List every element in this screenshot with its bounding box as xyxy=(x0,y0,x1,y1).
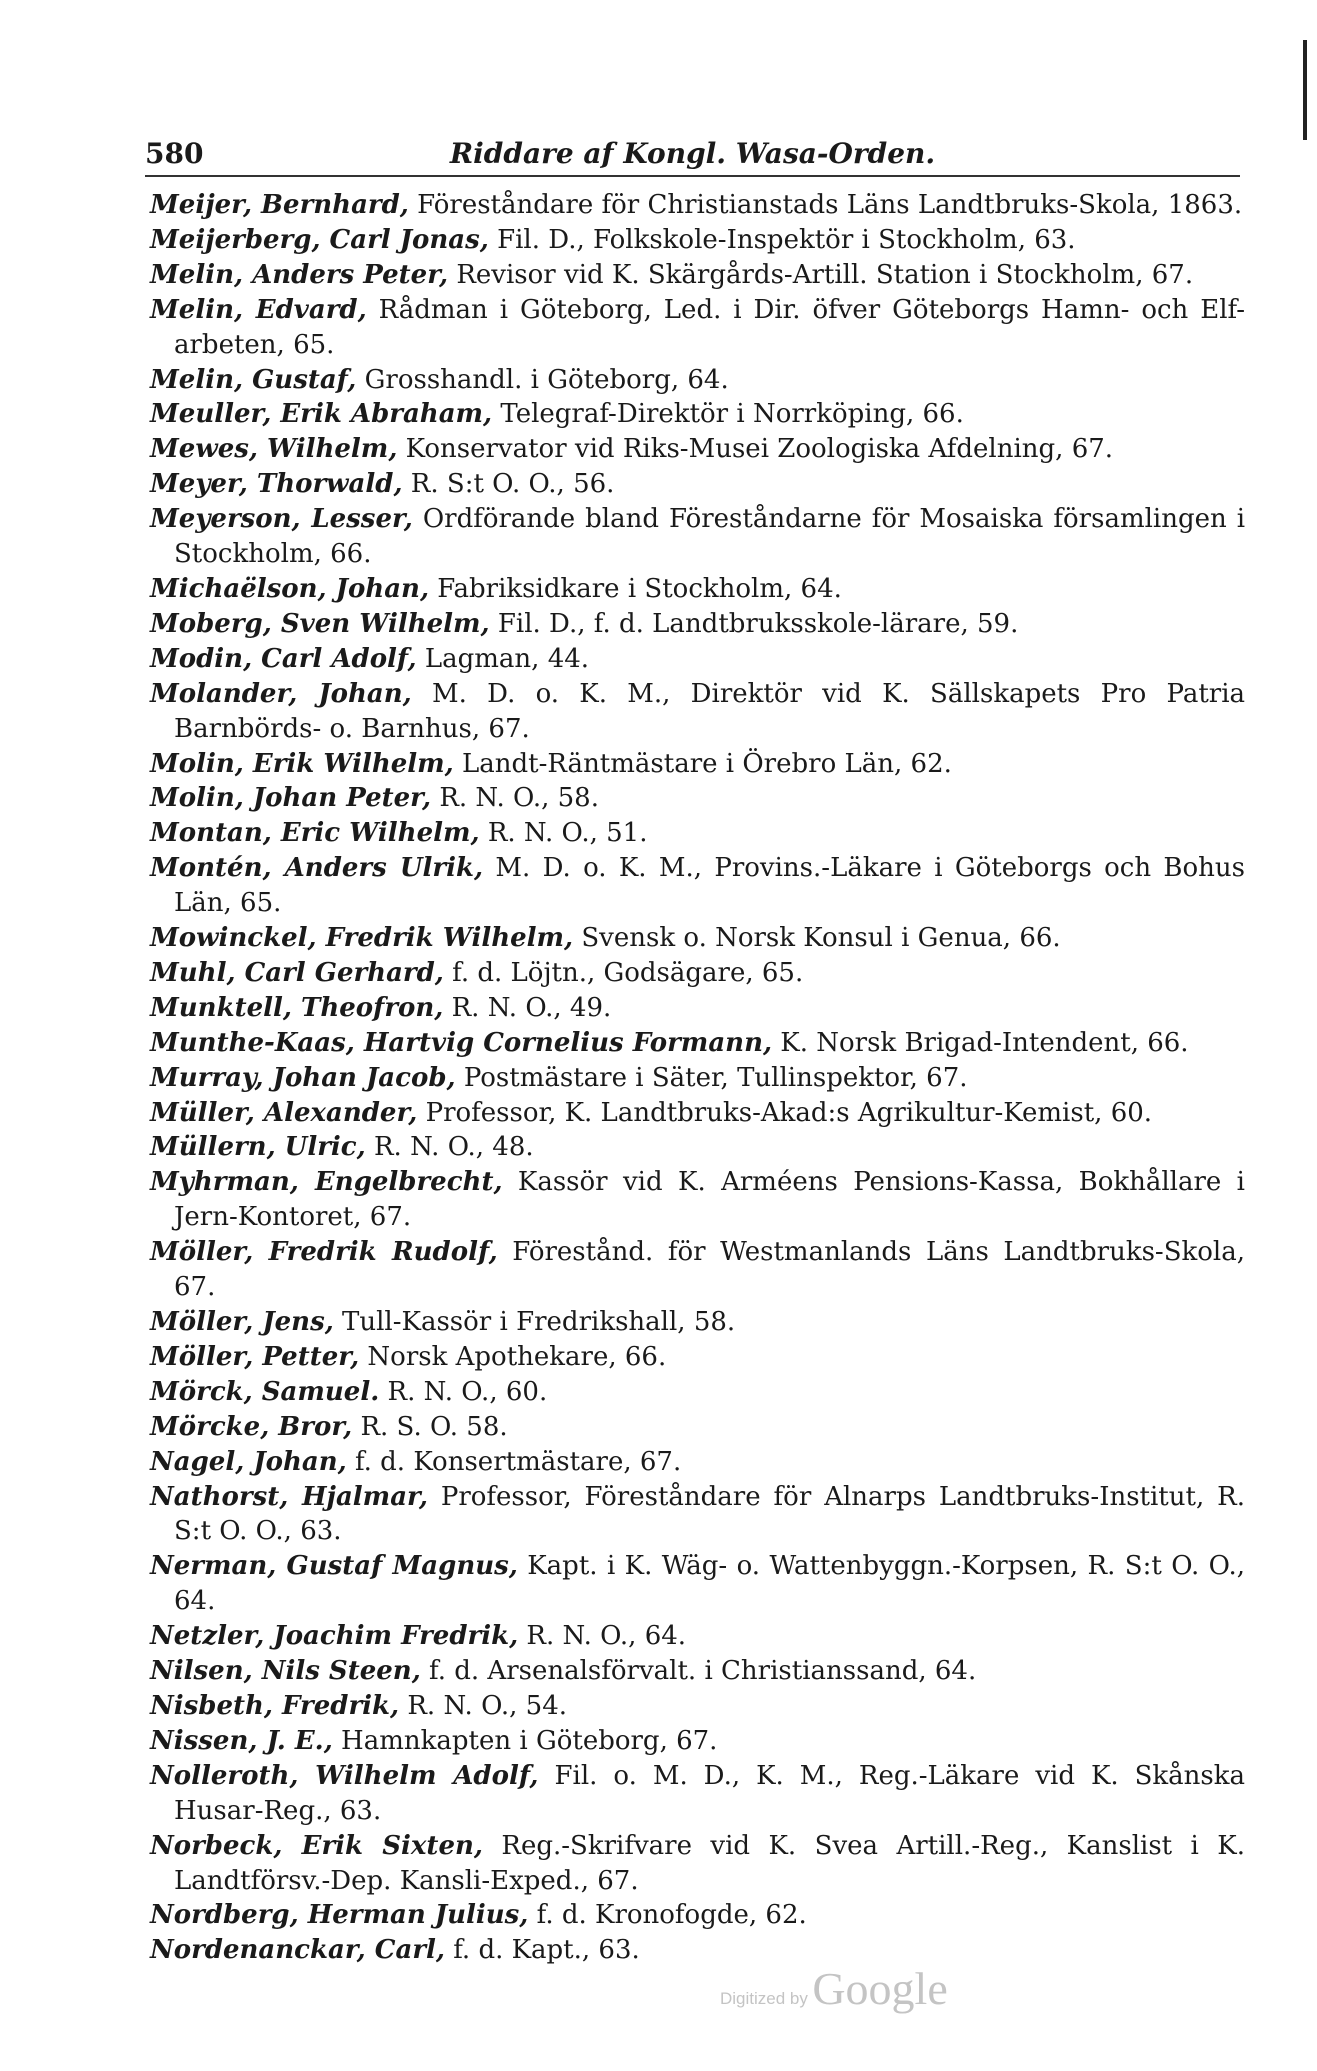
entry-text: Fil. o. M. D., K. M., Reg.-Läkare vid K. Skånska Husar-Reg., 63. xyxy=(174,1760,1246,1826)
entry-text: f. d. Konsertmästare, 67. xyxy=(354,1446,682,1477)
entry-name: Nordberg, Herman Julius, xyxy=(150,1900,529,1931)
page-number: 580 xyxy=(145,137,204,170)
register-entry xyxy=(150,1130,1245,1165)
entry-name: Nolleroth, Wilhelm Adolf, xyxy=(150,1760,539,1791)
entry-name: Nordenanckar, Carl, xyxy=(150,1935,445,1966)
entry-text: f. d. Kapt., 63. xyxy=(453,1935,640,1966)
entry-text: K. Norsk Brigad-Intendent, 66. xyxy=(780,1027,1189,1058)
watermark-prefix: Digitized by xyxy=(720,1989,808,2008)
entry-text: Postmästare i Säter, Tullinspektor, 67. xyxy=(463,1062,968,1093)
entry-text: R. S:t O. O., 56. xyxy=(410,469,615,500)
entry-text: f. d. Arsenalsförvalt. i Christianssand, 64. xyxy=(429,1656,977,1687)
register-entry xyxy=(150,1340,1245,1375)
entry-name: Montén, Anders Ulrik, xyxy=(150,853,484,884)
entry-text: M. D. o. K. M., Provins.-Läkare i Göteborgs och Bohus Län, 65. xyxy=(174,853,1246,919)
register-entry xyxy=(150,502,1245,572)
register-entry xyxy=(150,991,1245,1026)
entry-text: Hamnkapten i Göteborg, 67. xyxy=(341,1725,718,1756)
register-entry xyxy=(150,1235,1245,1305)
entry-text: R. N. O., 48. xyxy=(373,1132,534,1163)
register-entry xyxy=(150,572,1245,607)
register-entry xyxy=(150,1689,1245,1724)
entry-name: Nathorst, Hjalmar, xyxy=(150,1481,428,1512)
entry-name: Modin, Carl Adolf, xyxy=(150,643,417,674)
entry-text: Reg.-Skrifvare vid K. Svea Artill.-Reg., Kanslist i K. Landtförsv.-Dep. Kansli-Exped., 67. xyxy=(174,1830,1245,1896)
entry-name: Mewes, Wilhelm, xyxy=(150,434,398,465)
watermark-brand: Google xyxy=(812,1963,948,2014)
entry-text: f. d. Löjtn., Godsägare, 65. xyxy=(452,957,804,988)
entry-text: Rådman i Göteborg, Led. i Dir. öfver Göteborgs Hamn- och Elf-arbeten, 65. xyxy=(174,294,1246,360)
entry-text: Norsk Apothekare, 66. xyxy=(367,1341,667,1372)
entry-name: Nisbeth, Fredrik, xyxy=(150,1690,400,1721)
register-entry xyxy=(150,1933,1245,1968)
entry-text: Landt-Räntmästare i Örebro Län, 62. xyxy=(462,748,952,779)
entry-name: Murray, Johan Jacob, xyxy=(150,1062,456,1093)
register-entry xyxy=(150,1759,1245,1829)
digitized-by-google-watermark xyxy=(720,1962,948,2015)
register-entry xyxy=(150,607,1245,642)
register-entry xyxy=(150,1898,1245,1933)
entry-name: Mörcke, Bror, xyxy=(150,1411,353,1442)
entry-name: Meijerberg, Carl Jonas, xyxy=(150,224,489,255)
register-entry xyxy=(150,1549,1245,1619)
entry-name: Nagel, Johan, xyxy=(150,1446,347,1477)
register-entry xyxy=(150,1375,1245,1410)
entry-text: M. D. o. K. M., Direktör vid K. Sällskapets Pro Patria Barnbörds- o. Barnhus, 67. xyxy=(174,678,1246,744)
entry-name: Meyer, Thorwald, xyxy=(150,469,403,500)
entry-text: R. N. O., 51. xyxy=(487,818,648,849)
entry-name: Munthe-Kaas, Hartvig Cornelius Formann, xyxy=(150,1027,773,1058)
register-entry xyxy=(150,1305,1245,1340)
entry-name: Nilsen, Nils Steen, xyxy=(150,1656,421,1687)
entry-text: Telegraf-Direktör i Norrköping, 66. xyxy=(500,399,964,430)
entry-text: Föreståndare för Christianstads Läns Landtbruks-Skola, 1863. xyxy=(417,190,1243,220)
register-entry xyxy=(150,1061,1245,1096)
entry-name: Molander, Johan, xyxy=(150,678,412,709)
entry-text: Konservator vid Riks-Musei Zoologiska Afdelning, 67. xyxy=(405,434,1114,465)
entry-text: Svensk o. Norsk Konsul i Genua, 66. xyxy=(581,923,1061,954)
entry-name: Myhrman, Engelbrecht, xyxy=(150,1167,503,1198)
entry-name: Nerman, Gustaf Magnus, xyxy=(150,1551,518,1582)
entry-text: Revisor vid K. Skärgårds-Artill. Station i Stockholm, 67. xyxy=(456,259,1194,290)
entry-text: R. N. O., 54. xyxy=(407,1690,568,1721)
entry-name: Michaëlson, Johan, xyxy=(150,573,429,604)
register-entry xyxy=(150,1480,1245,1550)
entry-name: Melin, Gustaf, xyxy=(150,364,357,395)
entry-text: Förestånd. för Westmanlands Läns Landtbruks-Skola, 67. xyxy=(174,1237,1246,1303)
register-entry xyxy=(150,363,1245,398)
page-edge-mark xyxy=(1303,40,1307,140)
entry-name: Mörck, Samuel. xyxy=(150,1376,380,1407)
register-entry xyxy=(150,1165,1245,1235)
entry-name: Meijer, Bernhard, xyxy=(150,190,409,220)
register-entry xyxy=(150,851,1245,921)
entry-text: R. S. O. 58. xyxy=(360,1411,508,1442)
entry-name: Molin, Erik Wilhelm, xyxy=(150,748,454,779)
entry-text: R. N. O., 60. xyxy=(387,1376,548,1407)
register-entry xyxy=(150,293,1245,363)
register-entry xyxy=(150,467,1245,502)
entry-name: Netzler, Joachim Fredrik, xyxy=(150,1621,519,1652)
entry-text: Professor, K. Landtbruks-Akad:s Agrikultur-Kemist, 60. xyxy=(425,1097,1153,1128)
entry-name: Melin, Edvard, xyxy=(150,294,367,325)
register-entry xyxy=(150,1026,1245,1061)
entry-text: f. d. Kronofogde, 62. xyxy=(536,1900,807,1931)
register-entry xyxy=(150,1445,1245,1480)
entry-text: R. N. O., 58. xyxy=(439,783,599,814)
entry-text: Lagman, 44. xyxy=(424,643,590,674)
entry-text: Kassör vid K. Arméens Pensions-Kassa, Bokhållare i Jern-Kontoret, 67. xyxy=(174,1167,1245,1233)
entry-text: Ordförande bland Föreståndarne för Mosaiska församlingen i Stockholm, 66. xyxy=(174,504,1246,570)
register-entry xyxy=(150,1829,1245,1899)
page-header xyxy=(145,131,1240,177)
entry-name: Nissen, J. E., xyxy=(150,1725,333,1756)
entry-name: Moberg, Sven Wilhelm, xyxy=(150,608,490,639)
entry-name: Montan, Eric Wilhelm, xyxy=(150,818,480,849)
register-entry xyxy=(150,223,1245,258)
register-entry xyxy=(150,747,1245,782)
register-entry xyxy=(150,1096,1245,1131)
entry-text: R. N. O., 64. xyxy=(526,1621,687,1652)
entry-text: R. N. O., 49. xyxy=(451,992,612,1023)
register-entry xyxy=(150,188,1245,223)
register-entry xyxy=(150,642,1245,677)
register-entry xyxy=(150,956,1245,991)
entry-name: Müllern, Ulric, xyxy=(150,1132,366,1163)
entry-name: Müller, Alexander, xyxy=(150,1097,418,1128)
entry-name: Molin, Johan Peter, xyxy=(150,783,432,814)
entry-name: Meyerson, Lesser, xyxy=(150,504,413,535)
entry-text: Fil. D., f. d. Landtbruksskole-lärare, 59. xyxy=(497,608,1019,639)
entry-text: Grosshandl. i Göteborg, 64. xyxy=(364,364,729,395)
entry-text: Professor, Föreståndare för Alnarps Landtbruks-Institut, R. S:t O. O., 63. xyxy=(174,1481,1245,1547)
register-entry xyxy=(150,677,1245,747)
register-entry xyxy=(150,1724,1245,1759)
entry-text: Kapt. i K. Wäg- o. Wattenbyggn.-Korpsen, R. S:t O. O., 64. xyxy=(174,1551,1246,1617)
entry-name: Möller, Fredrik Rudolf, xyxy=(150,1237,498,1268)
entry-name: Muhl, Carl Gerhard, xyxy=(150,957,444,988)
register-entry xyxy=(150,1654,1245,1689)
entry-name: Norbeck, Erik Sixten, xyxy=(150,1830,483,1861)
entry-name: Mowinckel, Fredrik Wilhelm, xyxy=(150,923,574,954)
register-entry xyxy=(150,1410,1245,1445)
register-entry xyxy=(150,781,1245,816)
register-entry xyxy=(150,921,1245,956)
register-entry xyxy=(150,1619,1245,1654)
entry-name: Möller, Jens, xyxy=(150,1307,334,1337)
register-entries xyxy=(150,188,1245,1968)
entry-text: Fil. D., Folkskole-Inspektör i Stockholm, 63. xyxy=(497,224,1076,255)
entry-text: Tull-Kassör i Fredrikshall, 58. xyxy=(342,1307,736,1337)
entry-name: Melin, Anders Peter, xyxy=(150,259,449,290)
entry-name: Meuller, Erik Abraham, xyxy=(150,399,493,430)
register-entry xyxy=(150,258,1245,293)
register-entry xyxy=(150,816,1245,851)
register-entry xyxy=(150,397,1245,432)
entry-name: Möller, Petter, xyxy=(150,1341,360,1372)
entry-name: Munktell, Theofron, xyxy=(150,992,444,1023)
entry-text: Fabriksidkare i Stockholm, 64. xyxy=(437,573,842,604)
running-title: Riddare af Kongl. Wasa-Orden. xyxy=(449,137,936,170)
register-entry xyxy=(150,432,1245,467)
